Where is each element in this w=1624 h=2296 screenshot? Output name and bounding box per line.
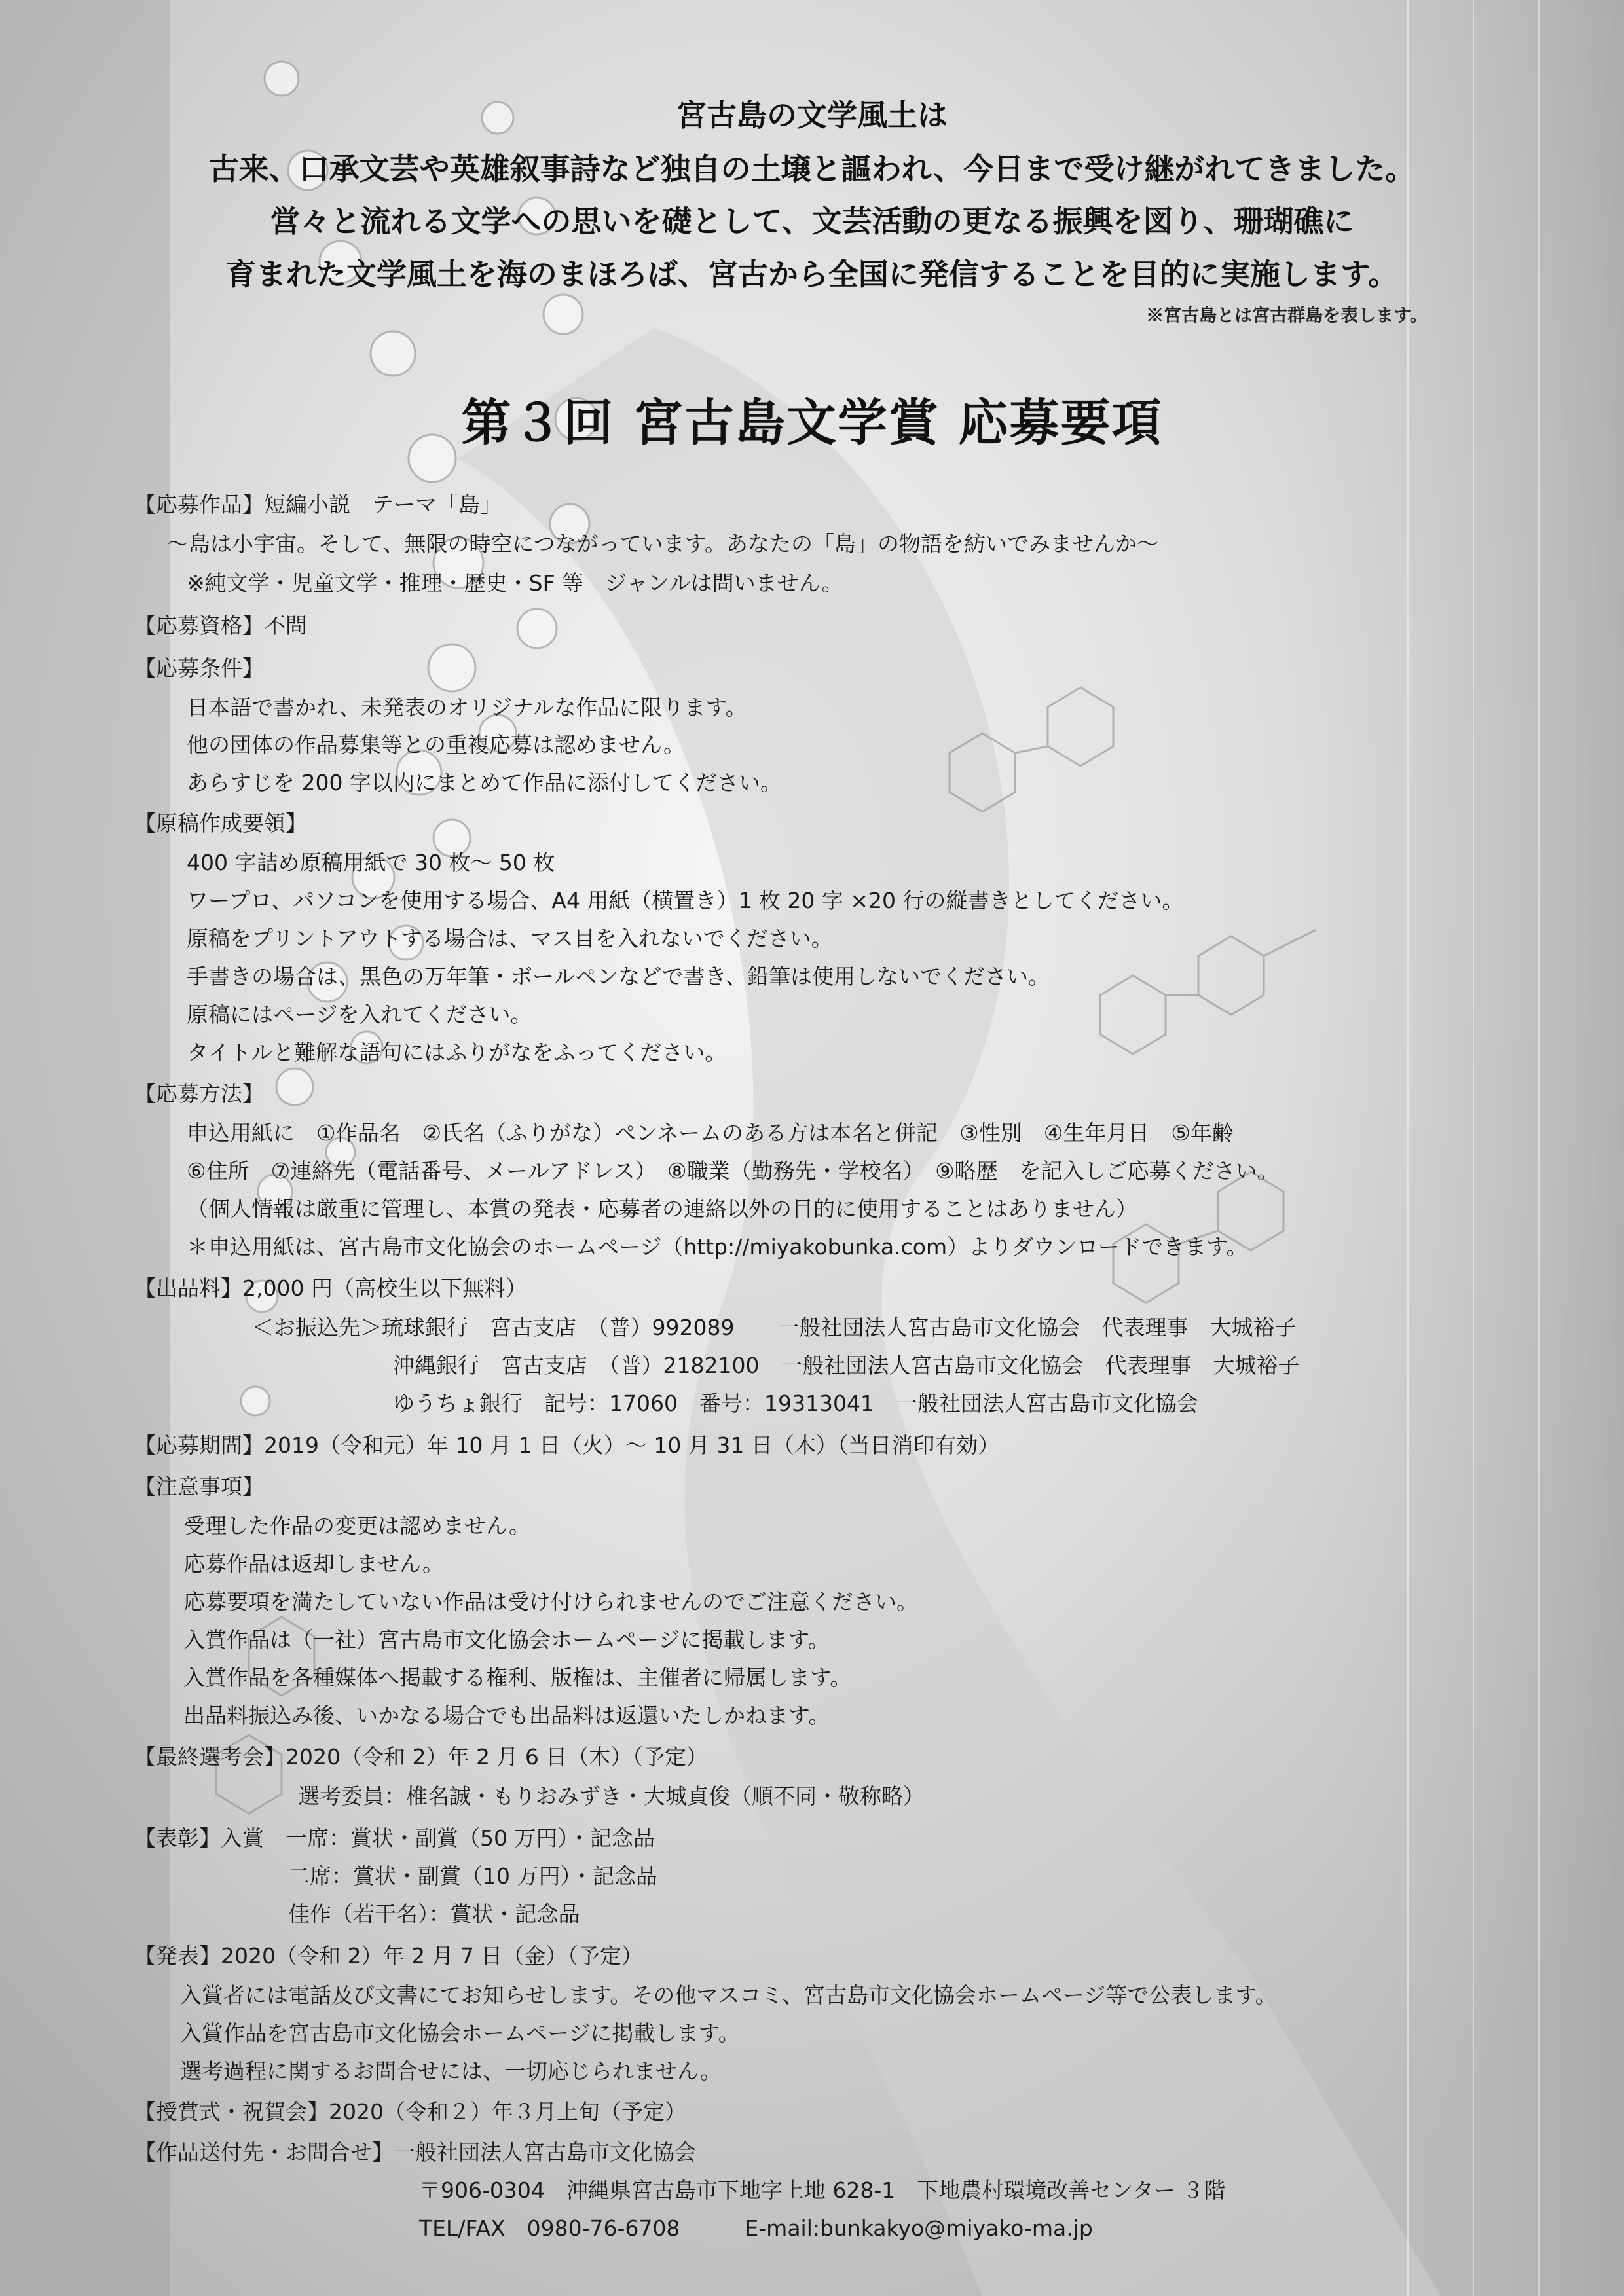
intro-line-4: 育まれた文学風土を海のまほろば、宮古から全国に発信することを目的に実施します。 (225, 257, 1399, 292)
notes-item: 入賞作品は（一社）宮古島市文化協会ホームページに掲載します。 (183, 1627, 830, 1652)
section-final-selection: 【最終選考会】2020（令和 2）年 2 月 6 日（木）（予定） (134, 1744, 708, 1770)
announcement-item: 入賞者には電話及び文書にてお知らせします。その他マスコミ、宮古島市文化協会ホームページ等で公表します。 (180, 1982, 1277, 2008)
entry-theme-tagline: ～島は小宇宙。そして、無限の時空につながっています。あなたの「島」の物語を紡いでみませんか～ (167, 531, 1159, 556)
intro-line-1: 宮古島の文学風土は (676, 98, 948, 133)
award-item: 佳作（若干名）：賞状・記念品 (288, 1901, 580, 1927)
award-item: 二席：賞状・副賞（10 万円）・記念品 (288, 1863, 657, 1889)
contact-phone-email: TEL/FAX 0980-76-6708 E-mail:bunkakyo@miyako-ma.jp (419, 2215, 1093, 2241)
intro-note: ※宮古島とは宮古群島を表します。 (1146, 306, 1428, 326)
section-awards: 【表彰】入賞 一席：賞状・副賞（50 万円）・記念品 (134, 1825, 655, 1851)
method-item: 申込用紙に ①作品名 ②氏名（ふりがな）ペンネームのある方は本名と併記 ③性別 ④生年月日 ⑤年齢 (187, 1120, 1234, 1146)
selection-committee: 選考委員：椎名誠・もりおみずき・大城貞俊（順不同・敬称略） (298, 1783, 925, 1809)
entry-genre-note: ※純文学・児童文学・推理・歴史・SF 等 ジャンルは問いません。 (187, 570, 843, 596)
announcement-item: 入賞作品を宮古島市文化協会ホームページに掲載します。 (180, 2020, 740, 2046)
condition-item: あらすじを 200 字以内にまとめて作品に添付してください。 (187, 770, 782, 795)
bank-transfer-line: ＜お振込先＞琉球銀行 宮古支店 （普）992089 一般社団法人宮古島市文化協会 代表理事 大城裕子 (252, 1315, 1297, 1340)
notes-item: 入賞作品を各種媒体へ掲載する権利、版権は、主催者に帰属します。 (183, 1665, 852, 1690)
section-contact: 【作品送付先・お問合せ】一般社団法人宮古島市文化協会 (134, 2140, 696, 2165)
section-fee: 【出品料】2,000 円（高校生以下無料） (134, 1275, 527, 1301)
method-item: （個人情報は厳重に管理し、本賞の発表・応募者の連絡以外の目的に使用することはありません） (187, 1196, 1137, 1222)
notes-item: 応募要項を満たしていない作品は受け付けられませんのでご注意ください。 (183, 1589, 918, 1614)
section-conditions: 【応募条件】 (134, 655, 264, 681)
intro-line-3: 営々と流れる文学への思いを礎として、文芸活動の更なる振興を図り、珊瑚礁に (270, 204, 1354, 239)
section-entry-work: 【応募作品】短編小説 テーマ「島」 (134, 492, 502, 517)
bank-transfer-line: ゆうちょ銀行 記号：17060 番号：19313041 一般社団法人宮古島市文化協会 (393, 1391, 1198, 1416)
condition-item: 他の団体の作品募集等との重複応募は認めません。 (187, 732, 685, 757)
section-ceremony: 【授賞式・祝賀会】2020（令和２）年３月上旬（予定） (134, 2099, 686, 2124)
section-manuscript: 【原稿作成要領】 (134, 811, 307, 836)
announcement-item: 選考過程に関するお問合せには、一切応じられません。 (180, 2058, 722, 2084)
method-item: ＊申込用紙は、宮古島市文化協会のホームページ（http://miyakobunka.com）よりダウンロードできます。 (187, 1234, 1248, 1260)
section-announcement: 【発表】2020（令和 2）年 2 月 7 日（金）（予定） (134, 1943, 643, 1969)
notes-item: 応募作品は返却しません。 (183, 1551, 444, 1576)
section-period: 【応募期間】2019（令和元）年 10 月 1 日（火）～ 10 月 31 日（木）（当日消印有効） (134, 1432, 1000, 1458)
page-title: 第３回 宮古島文学賞 応募要項 (461, 393, 1163, 452)
bank-transfer-line: 沖縄銀行 宮古支店 （普）2182100 一般社団法人宮古島市文化協会 代表理事 大城裕子 (393, 1353, 1300, 1378)
notes-item: 出品料振込み後、いかなる場合でも出品料は返還いたしかねます。 (183, 1703, 830, 1728)
section-eligibility: 【応募資格】不問 (134, 613, 307, 638)
manuscript-item: 原稿にはページを入れてください。 (187, 1002, 532, 1027)
manuscript-item: 400 字詰め原稿用紙で 30 枚～ 50 枚 (187, 850, 555, 875)
manuscript-item: ワープロ、パソコンを使用する場合、A4 用紙（横置き）1 枚 20 字 ×20 行の縦書きとしてください。 (187, 888, 1184, 913)
method-item: ⑥住所 ⑦連絡先（電話番号、メールアドレス） ⑧職業（勤務先・学校名） ⑨略歴 を記入しご応募ください。 (187, 1158, 1279, 1184)
contact-address: 〒906-0304 沖縄県宮古島市下地字上地 628-1 下地農村環境改善センター ３階 (419, 2178, 1226, 2203)
manuscript-item: 原稿をプリントアウトする場合は、マス目を入れないでください。 (187, 926, 833, 951)
manuscript-item: タイトルと難解な語句にはふりがなをふってください。 (187, 1040, 727, 1065)
intro-line-2: 古来、口承文芸や英雄叙事詩など独自の土壌と謳われ、今日まで受け継がれてきました。 (208, 151, 1416, 187)
notes-item: 受理した作品の変更は認めません。 (183, 1513, 530, 1539)
section-method: 【応募方法】 (134, 1081, 264, 1106)
section-notes: 【注意事項】 (134, 1474, 264, 1499)
manuscript-item: 手書きの場合は、黒色の万年筆・ボールペンなどで書き、鉛筆は使用しないでください。 (187, 964, 1050, 989)
condition-item: 日本語で書かれ、未発表のオリジナルな作品に限ります。 (187, 695, 747, 720)
